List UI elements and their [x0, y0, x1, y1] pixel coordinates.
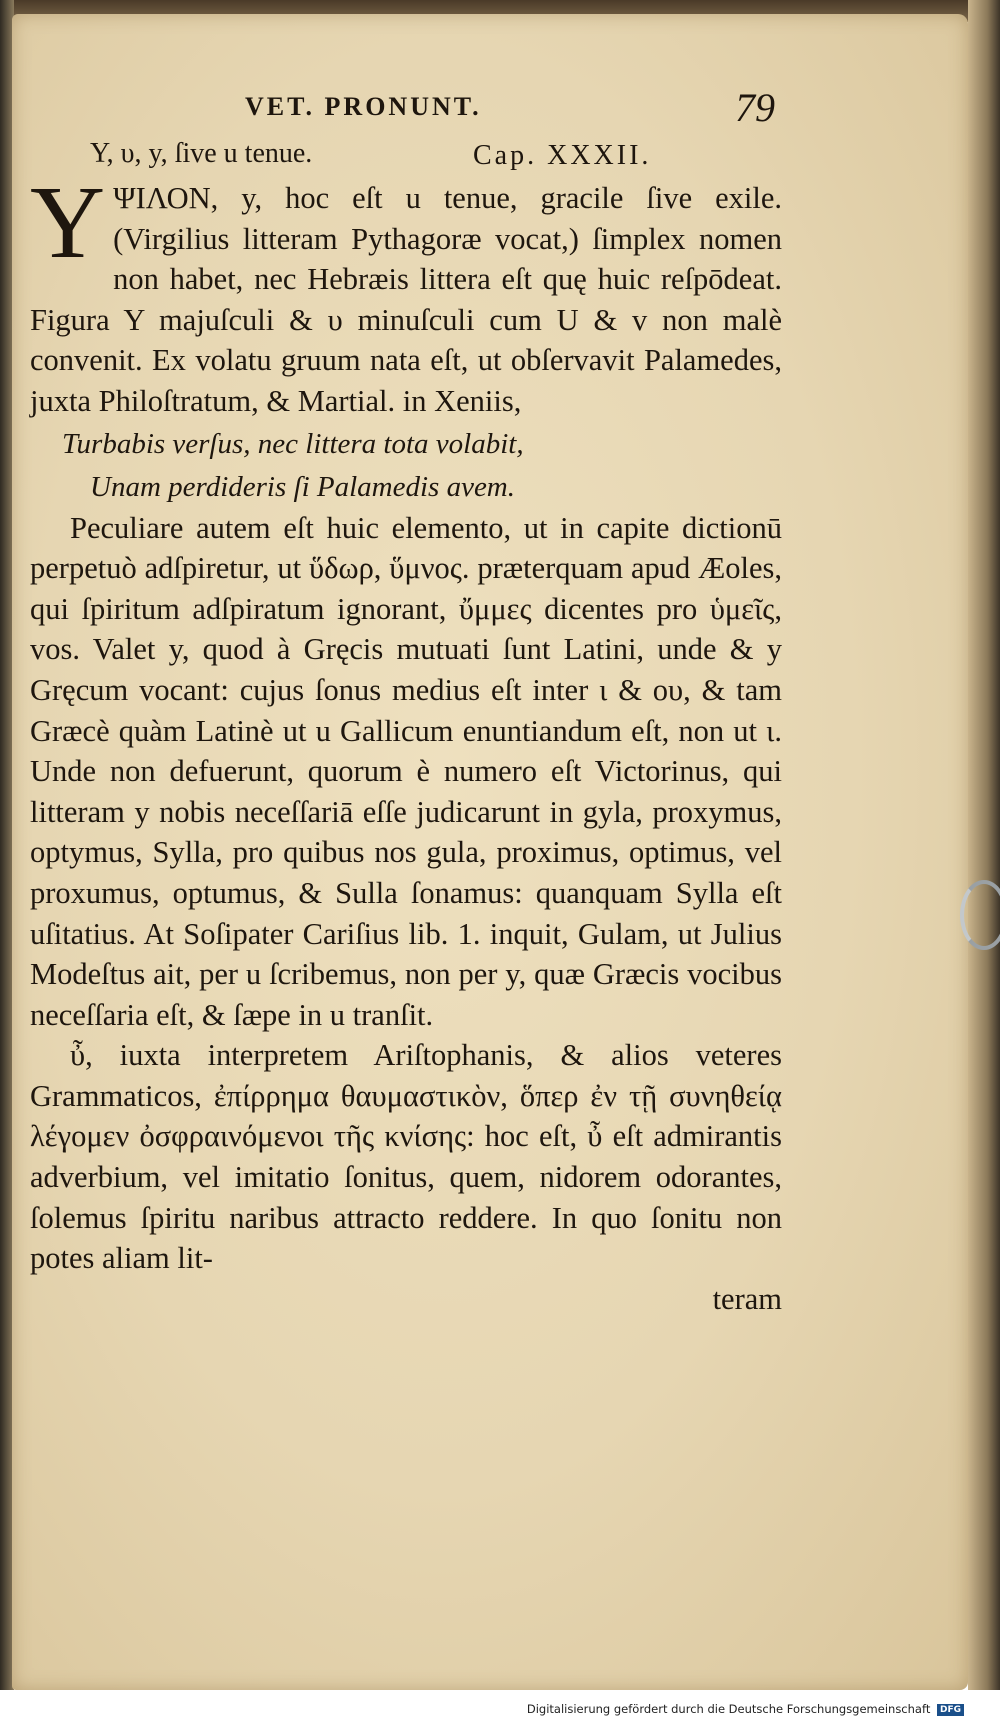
catchword: teram: [712, 1281, 782, 1316]
paragraph-2: Peculiare autem eſt huic elemento, ut in capite dictionū perpetuò adſpiretur, ut ὕδωρ, ὕμνος. præterquam apud Æoles, qui ſpiritum adſpiratum ignorant, ὔμμες dicentes pro ὑμεῖς, vos. Valet y, quod à Gręcis mutuati ſunt Latini, unde & y Gręcum vocant: cujus ſonus medius eſt inter ι & ου, & tam Græcè quàm Latinè ut u Gallicum enuntiandum eſt, non ut ι. Unde non defuerunt, quorum è numero eſt Victorinus, qui litteram y nobis neceſſariā eſſe judicarunt in gyla, proxymus, optymus, Sylla, pro quibus nos gula, proximus, optimus, vel proxumus, optumus, & Sulla ſonamus: quanquam Sylla eſt uſitatius. At Soſipater Cariſius lib. 1. inquit, Gulam, ut Julius Modeſtus ait, per u ſcribemus, non per y, quæ Græcis vocibus neceſſaria eſt, & ſæpe in u tranſit.: [30, 510, 782, 1032]
paragraph-3: ὖ, iuxta interpretem Ariſtophanis, & alios veteres Grammaticos, ἐπίρρημα θαυμαστικὸν, ὅπερ ἐν τῇ συνηθείᾳ λέγομεν ὀσφραινόμενοι τῆς κνίσης: hoc eſt, ὖ eſt admirantis adverbium, vel imitatio ſonitus, quem, nidorem odorantes, ſolemus ſpiritu naribus attracto reddere. In quo ſonitu non potes aliam lit-: [30, 1038, 782, 1276]
paragraph-1-text: ΨΙΛΟΝ, y, hoc eſt u tenue, gracile ſive exile. (Virgilius litteram Pythagoræ vocat,) ſimplex nomen non habet, nec Hebræis littera eſt quę huic reſpōdeat. Figura Y majuſculi & υ minuſculi cum U & v non malè convenit. Ex volatu gruum nata eſt, ut obſervavit Palamedes, juxta Philoſtratum, & Martial. in Xeniis,: [30, 181, 782, 418]
running-head-title: VET. PRONUNT.: [245, 92, 482, 121]
credit-text: Digitalisierung gefördert durch die Deutsche Forschungsgemeinschaft: [526, 1702, 931, 1716]
paragraph-1: [30, 165, 782, 422]
verse-line-1: Turbabis verſus, nec littera tota volabit,: [62, 427, 524, 460]
page-text: [30, 82, 782, 1319]
chapter-letter: Υ, υ, y, ſive u tenue.: [90, 138, 313, 169]
dfg-logo: DFG: [937, 1704, 964, 1716]
body-text: [30, 165, 782, 1319]
book-fore-edge: [968, 0, 1000, 1700]
digitization-credit: [527, 1702, 964, 1716]
page-number: 79: [735, 85, 775, 130]
chapter-head: [30, 138, 782, 178]
running-head: [30, 82, 782, 138]
chapter-number: Cap. XXXII.: [473, 140, 652, 171]
drop-initial: Y: [30, 165, 106, 280]
page-clip: [960, 880, 1000, 950]
verse-line-2: Unam perdideris ſi Palamedis avem.: [90, 470, 516, 503]
